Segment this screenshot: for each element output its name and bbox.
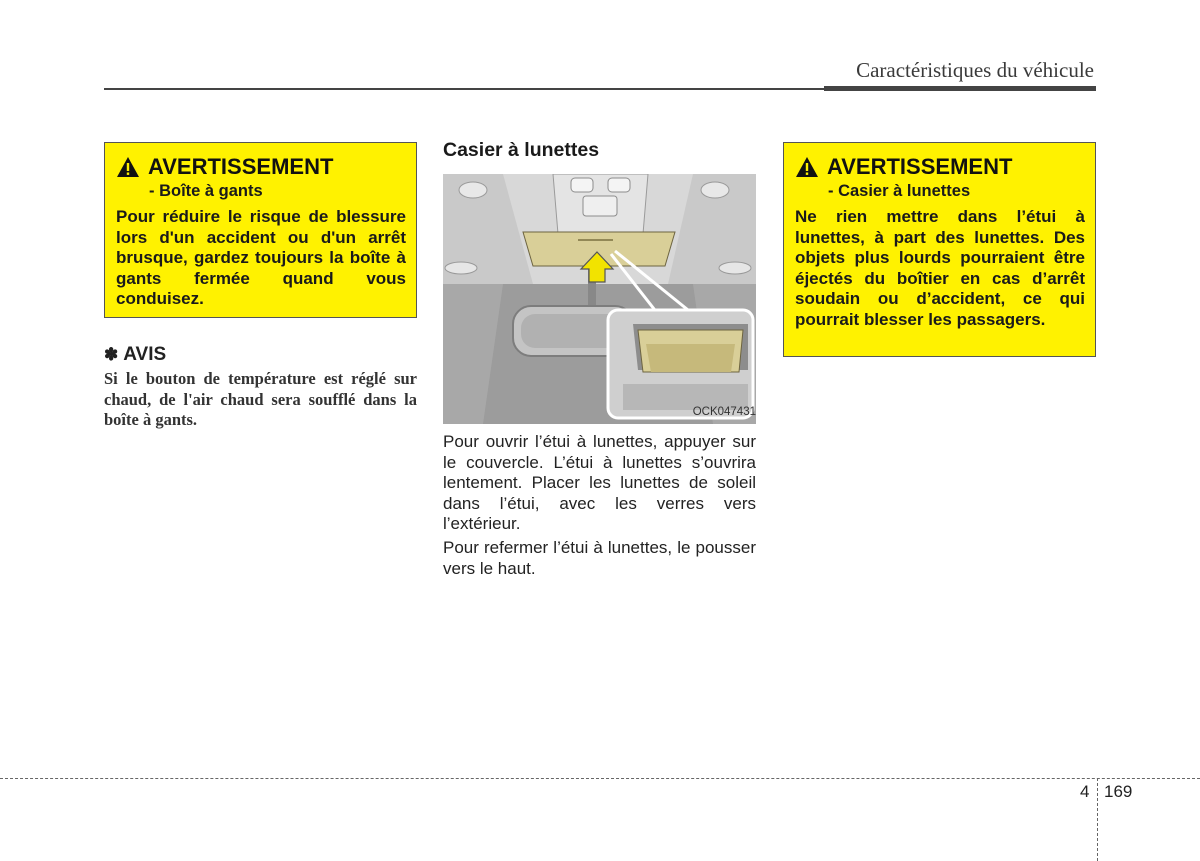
- running-header: Caractéristiques du véhicule: [856, 58, 1094, 82]
- section-title: Casier à lunettes: [443, 139, 600, 161]
- figure-code: OCK047431: [692, 406, 756, 418]
- asterisk-icon: ✽: [104, 345, 119, 364]
- warning-box-sunglass: [783, 142, 1096, 357]
- avis-title: AVIS: [123, 344, 167, 365]
- warning-heading: [795, 154, 1085, 180]
- page-number: 169: [1104, 782, 1133, 801]
- header-rule-accent: [824, 86, 1096, 91]
- warning-body: Ne rien mettre dans l’étui à lunettes, à part des lunettes. Des objets plus lourds pourraient être éjectés du boîtier en cas d’arrêt soudain ou d’accident, ce qui pourrait blesser les passagers.: [795, 207, 1085, 329]
- warning-triangle-icon: [116, 156, 140, 178]
- sunglass-holder-illustration: [443, 174, 756, 424]
- avis-body: Si le bouton de température est réglé sur chaud, de l'air chaud sera soufflé dans la boîte à gants.: [104, 369, 417, 429]
- avis-heading: [104, 344, 166, 366]
- warning-title: AVERTISSEMENT: [148, 154, 334, 179]
- warning-box-glovebox: [104, 142, 417, 318]
- paragraph-open: Pour ouvrir l’étui à lunettes, appuyer sur le couvercle. L’étui à lunettes s’ouvrira lentement. Placer les lunettes de soleil dans l’étui, avec les verres vers l’extérieur.: [443, 432, 756, 533]
- warning-triangle-icon: [795, 156, 819, 178]
- footer-dashed-rule: [0, 778, 1200, 779]
- paragraph-close: Pour refermer l’étui à lunettes, le pousser vers le haut.: [443, 538, 756, 578]
- warning-heading: [116, 154, 406, 180]
- footer-dashed-divider: [1097, 778, 1098, 861]
- warning-body: Pour réduire le risque de blessure lors d'un accident ou d'un arrêt brusque, gardez toujours la boîte à gants fermée quand vous conduisez.: [116, 207, 406, 308]
- warning-subtitle: - Casier à lunettes: [828, 182, 971, 200]
- warning-title: AVERTISSEMENT: [827, 154, 1013, 179]
- chapter-number: 4: [1080, 782, 1090, 801]
- warning-subtitle: - Boîte à gants: [149, 182, 263, 200]
